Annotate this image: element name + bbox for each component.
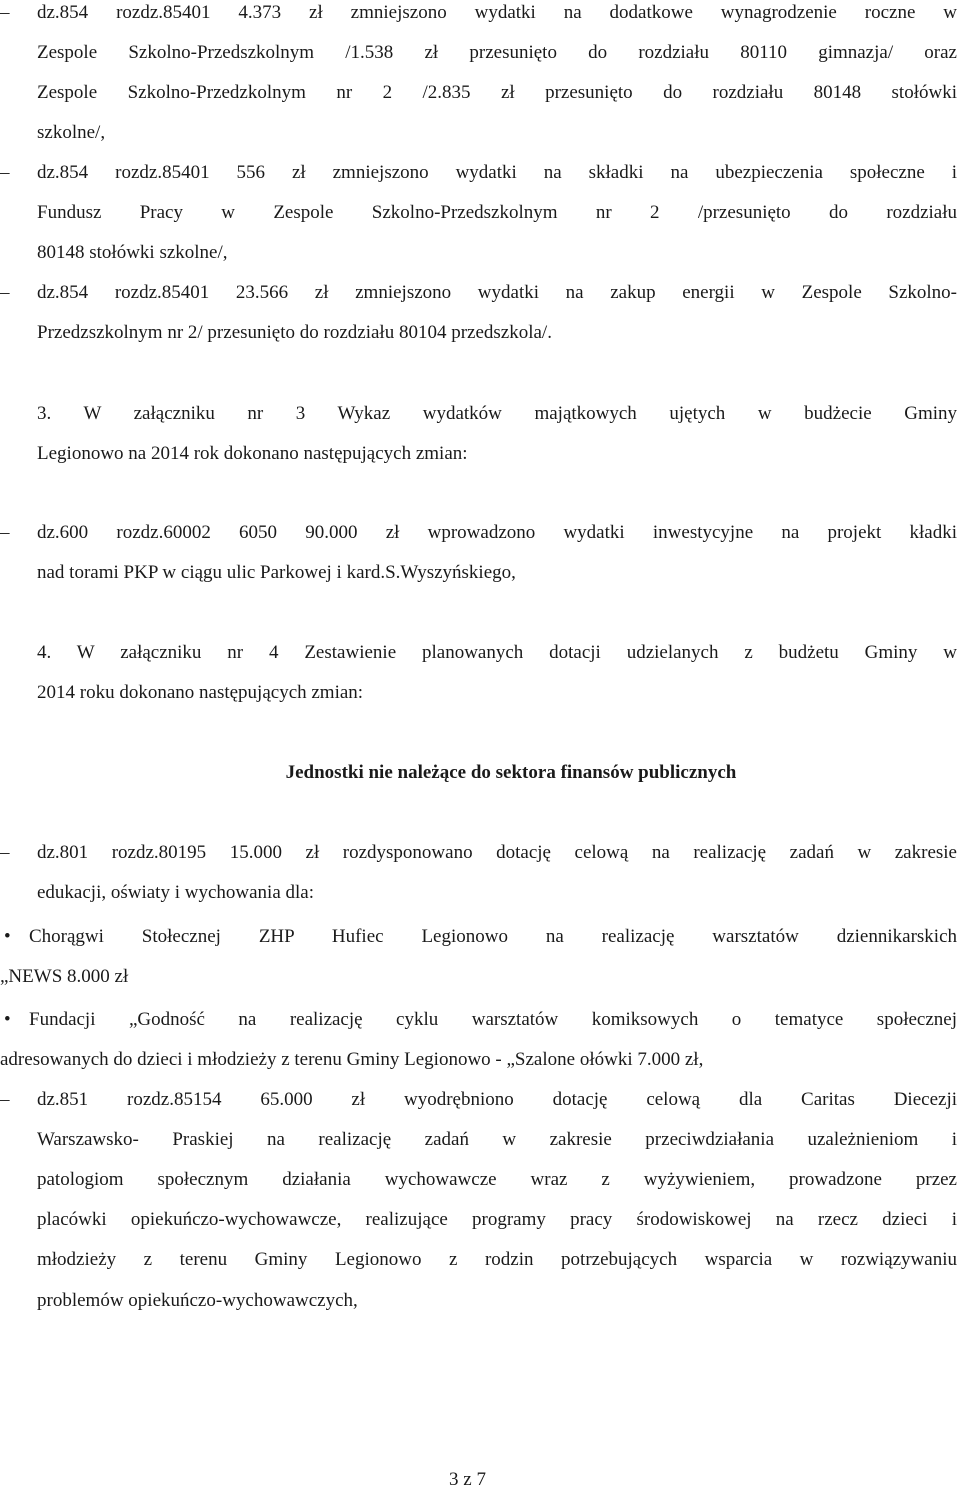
paragraph-line: adresowanych do dzieci i młodzieży z terenu Gminy Legionowo - „Szalone ołówki 7.000 zł,: [0, 1049, 704, 1070]
paragraph-line: Fundusz Pracy w Zespole Szkolno-Przedszkolnym nr 2 /przesunięto do rozdziału: [37, 202, 957, 223]
list-dash: –: [0, 282, 10, 303]
paragraph-line: Zespole Szkolno-Przedzkolnym nr 2 /2.835 zł przesunięto do rozdziału 80148 stołówki: [37, 82, 957, 103]
paragraph-line: dz.600 rozdz.60002 6050 90.000 zł wprowadzono wydatki inwestycyjne na projekt kładki: [37, 522, 957, 543]
paragraph-line: problemów opiekuńczo-wychowawczych,: [37, 1290, 358, 1311]
list-bullet: •: [4, 1009, 11, 1030]
paragraph-line: dz.854 rozdz.85401 4.373 zł zmniejszono wydatki na dodatkowe wynagrodzenie roczne w: [37, 2, 957, 23]
paragraph-line: Legionowo na 2014 rok dokonano następujących zmian:: [37, 443, 468, 464]
paragraph-line: patologiom społecznym działania wychowawcze wraz z wyżywieniem, prowadzone przez: [37, 1169, 957, 1190]
list-dash: –: [0, 522, 10, 543]
paragraph-line: dz.854 rozdz.85401 556 zł zmniejszono wydatki na składki na ubezpieczenia społeczne i: [37, 162, 957, 183]
list-dash: –: [0, 1089, 10, 1110]
paragraph-line: Przedzszkolnym nr 2/ przesunięto do rozdziału 80104 przedszkola/.: [37, 322, 552, 343]
paragraph-line: 80148 stołówki szkolne/,: [37, 242, 228, 263]
list-dash: –: [0, 2, 10, 23]
paragraph-line: nad torami PKP w ciągu ulic Parkowej i kard.S.Wyszyńskiego,: [37, 562, 516, 583]
paragraph-line: edukacji, oświaty i wychowania dla:: [37, 882, 315, 903]
section-heading-4: 4. W załączniku nr 4 Zestawienie planowanych dotacji udzielanych z budżetu Gminy w: [37, 642, 957, 663]
paragraph-line: młodzieży z terenu Gminy Legionowo z rodzin potrzebujących wsparcia w rozwiązywaniu: [37, 1249, 957, 1270]
paragraph-line: „NEWS 8.000 zł: [0, 966, 129, 987]
paragraph-line: szkolne/,: [37, 122, 106, 143]
page-number: 3 z 7: [449, 1469, 486, 1490]
list-bullet: •: [4, 926, 11, 947]
paragraph-line: Chorągwi Stołecznej ZHP Hufiec Legionowo na realizację warsztatów dziennikarskich: [29, 926, 957, 947]
paragraph-line: Zespole Szkolno-Przedszkolnym /1.538 zł przesunięto do rozdziału 80110 gimnazja/ oraz: [37, 42, 957, 63]
paragraph-line: Fundacji „Godność na realizację cyklu warsztatów komiksowych o tematyce społecznej: [29, 1009, 957, 1030]
paragraph-line: 2014 roku dokonano następujących zmian:: [37, 682, 364, 703]
section-heading-3: 3. W załączniku nr 3 Wykaz wydatków majątkowych ujętych w budżecie Gminy: [37, 403, 957, 424]
paragraph-line: dz.801 rozdz.80195 15.000 zł rozdysponowano dotację celową na realizację zadań w zakresie: [37, 842, 957, 863]
list-dash: –: [0, 162, 10, 183]
list-dash: –: [0, 842, 10, 863]
paragraph-line: dz.854 rozdz.85401 23.566 zł zmniejszono wydatki na zakup energii w Zespole Szkolno-: [37, 282, 957, 303]
paragraph-line: Warszawsko- Praskiej na realizację zadań w zakresie przeciwdziałania uzależnieniom i: [37, 1129, 957, 1150]
subheading: Jednostki nie należące do sektora finansów publicznych: [285, 762, 737, 783]
paragraph-line: placówki opiekuńczo-wychowawcze, realizujące programy pracy środowiskowej na rzecz dzieci i: [37, 1209, 957, 1230]
paragraph-line: dz.851 rozdz.85154 65.000 zł wyodrębniono dotację celową dla Caritas Diecezji: [37, 1089, 957, 1110]
